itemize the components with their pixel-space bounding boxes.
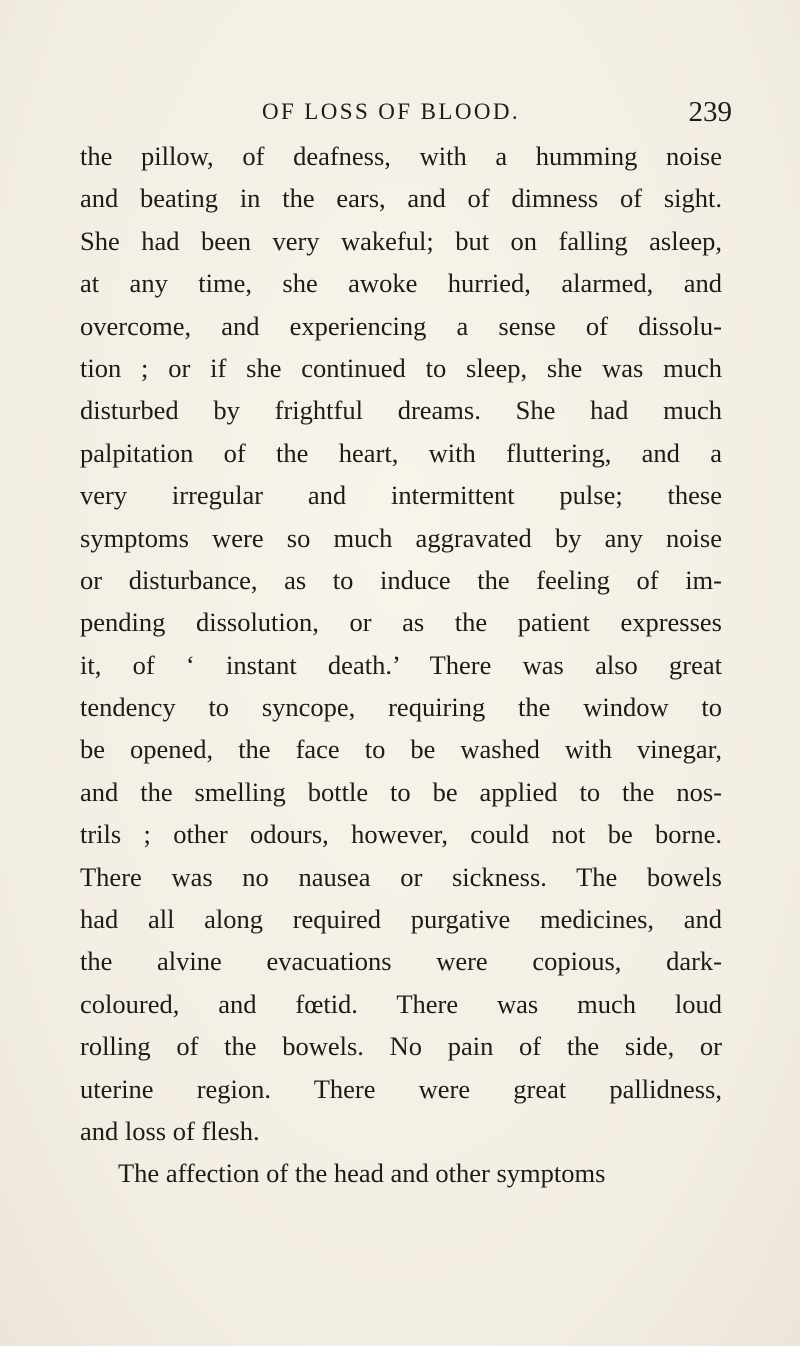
text-line: overcome, and experiencing a sense of dissolu-: [80, 310, 722, 341]
text-line: disturbed by frightful dreams. She had much: [80, 395, 722, 426]
text-line: at any time, she awoke hurried, alarmed, and: [80, 268, 722, 299]
text-line: trils ; other odours, however, could not be borne.: [80, 819, 722, 850]
page-number: 239: [688, 96, 732, 128]
text-line: the alvine evacuations were copious, dark-: [80, 946, 722, 977]
running-head: [80, 92, 732, 132]
text-line: rolling of the bowels. No pain of the side, or: [80, 1031, 722, 1062]
text-line: tendency to syncope, requiring the window to: [80, 692, 722, 723]
text-line: and the smelling bottle to be applied to the nos-: [80, 776, 722, 807]
running-head-title: OF LOSS OF BLOOD.: [261, 99, 521, 124]
text-line: tion ; or if she continued to sleep, she was much: [80, 352, 722, 383]
text-line: symptoms were so much aggravated by any noise: [80, 522, 722, 553]
text-line: There was no nausea or sickness. The bowels: [80, 861, 722, 892]
text-line: palpitation of the heart, with fluttering, and a: [80, 437, 722, 468]
text-line: and loss of flesh.: [80, 1115, 260, 1146]
text-line: it, of ‘ instant death.’ There was also great: [80, 649, 722, 680]
text-line: She had been very wakeful; but on falling asleep,: [80, 225, 722, 256]
body-text: [80, 135, 722, 1195]
text-line: had all along required purgative medicines, and: [80, 904, 722, 935]
text-line: very irregular and intermittent pulse; these: [80, 480, 722, 511]
text-line: The affection of the head and other symptoms: [118, 1158, 606, 1189]
text-line: coloured, and fœtid. There was much loud: [80, 988, 722, 1019]
text-line: uterine region. There were great pallidness,: [80, 1073, 722, 1104]
text-line: be opened, the face to be washed with vinegar,: [80, 734, 722, 765]
text-line: or disturbance, as to induce the feeling of im-: [80, 564, 722, 595]
text-line: and beating in the ears, and of dimness of sight.: [80, 183, 722, 214]
text-line: pending dissolution, or as the patient expresses: [80, 607, 722, 638]
text-line: the pillow, of deafness, with a humming noise: [80, 141, 722, 171]
